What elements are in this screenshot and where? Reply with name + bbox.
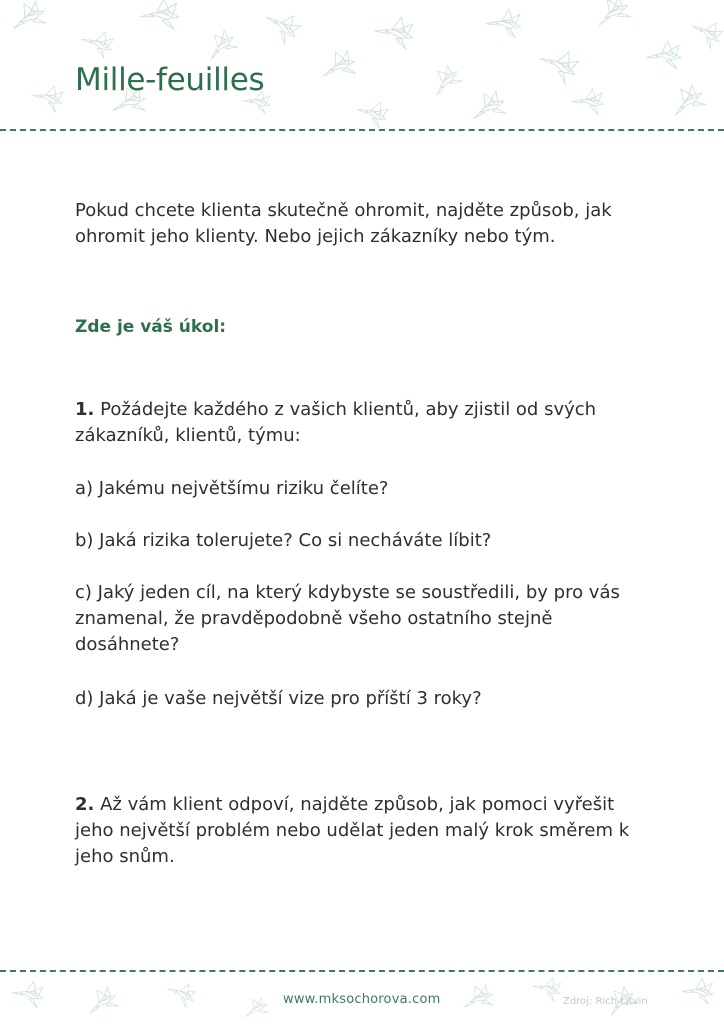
task-heading: Zde je váš úkol: (75, 317, 227, 337)
origami-hummingbird-icon (681, 974, 717, 1005)
origami-hummingbird-icon (79, 24, 117, 60)
question-c: c) Jaký jeden cíl, na který kdybyste se soustředili, by pro vás znamenal, že pravděpodobně všeho ostatního stejně dosáhnete? (75, 582, 620, 655)
origami-hummingbird-icon (531, 972, 564, 1002)
origami-hummingbird-icon (591, 0, 633, 30)
origami-hummingbird-icon (262, 3, 304, 45)
origami-hummingbird-icon (571, 84, 607, 115)
origami-hummingbird-icon (689, 12, 724, 50)
intro-paragraph: Pokud chcete klienta skutečně ohromit, najděte způsob, jak ohromit jeho klienty. Nebo jejich zákazníky nebo tým. (75, 200, 612, 247)
step-2-paragraph (75, 792, 655, 870)
origami-hummingbird-icon (7, 0, 48, 34)
origami-hummingbird-icon (467, 88, 508, 124)
origami-hummingbird-icon (30, 79, 68, 113)
origami-hummingbird-icon (165, 976, 199, 1009)
footer-divider (0, 970, 724, 972)
step-2-text: Až vám klient odpoví, najděte způsob, jak pomoci vyřešit jeho největší problém nebo udělat jeden malý krok směrem k jeho snům. (75, 794, 630, 867)
origami-hummingbird-icon (241, 995, 270, 1020)
origami-hummingbird-icon (139, 0, 181, 30)
step-2-number: 2. (75, 794, 95, 815)
header-divider (0, 129, 724, 131)
origami-hummingbird-icon (425, 62, 463, 100)
step-1-text: Požádejte každého z vašich klientů, aby zjistil od svých zákazníků, klientů, týmu: (75, 399, 597, 446)
question-d: d) Jaká je vaše největší vize pro příští 3 roky? (75, 688, 482, 709)
origami-hummingbird-icon (354, 94, 392, 128)
step-1-number: 1. (75, 399, 95, 420)
question-b: b) Jaká rizika tolerujete? Co si necháváte líbit? (75, 530, 492, 551)
origami-hummingbird-icon (201, 27, 239, 64)
origami-hummingbird-icon (82, 984, 120, 1018)
origami-hummingbird-icon (536, 41, 583, 86)
origami-hummingbird-icon (10, 976, 47, 1008)
origami-hummingbird-icon (665, 81, 707, 121)
question-a: a) Jakému největšímu riziku čelíte? (75, 478, 389, 499)
step-1-paragraph (75, 397, 655, 449)
origami-hummingbird-icon (318, 48, 358, 82)
origami-hummingbird-icon (373, 10, 418, 50)
page-title: Mille-feuilles (75, 62, 265, 98)
origami-hummingbird-icon (459, 982, 495, 1013)
origami-hummingbird-icon (645, 38, 683, 70)
footer-website-link[interactable]: www.mksochorova.com (283, 992, 441, 1007)
footer-source-credit: Zdroj: Rich Litvin (563, 996, 648, 1007)
origami-hummingbird-icon (485, 4, 525, 38)
